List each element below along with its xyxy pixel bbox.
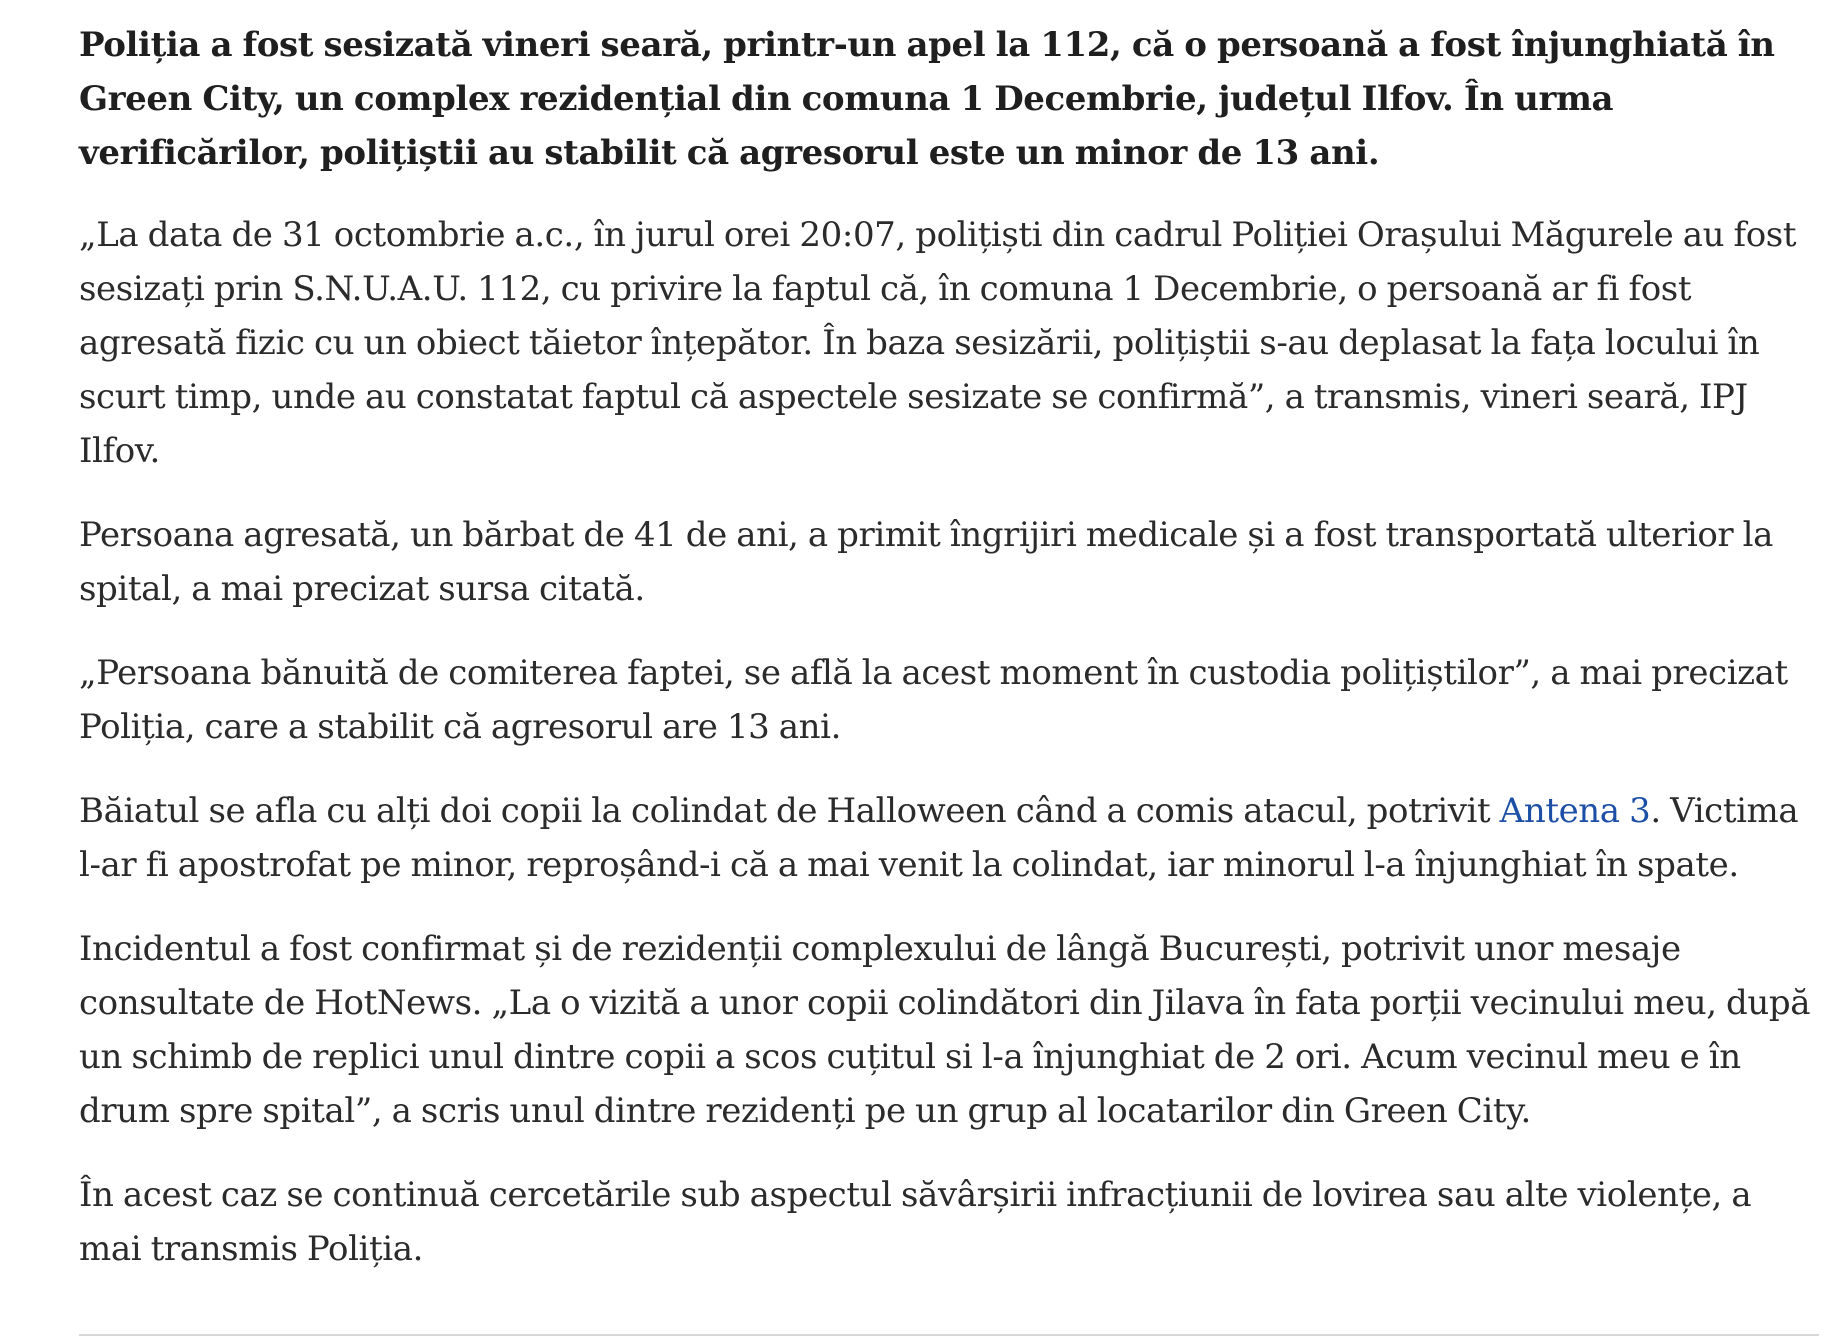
antena3-source-link[interactable]: Antena 3 (1499, 791, 1651, 831)
article-paragraph-custody: „Persoana bănuită de comiterea faptei, se află la acest moment în custodia polițiștilor”, a mai precizat Poliția, care a stabilit că agresorul are 13 ani. (79, 653, 1788, 747)
article-paragraph-investigation: În acest caz se continuă cercetările sub aspectul săvârșirii infracțiunii de lovirea sau alte violențe, a mai transmis Poliția. (79, 1175, 1752, 1269)
paragraph-text-after-link: . Victima l-ar fi apostrofat pe minor, reproșând-i că a mai venit la colindat, iar minorul l-a înjunghiat în spate. (79, 791, 1799, 885)
paragraph-text-before-link: Băiatul se afla cu alți doi copii la colindat de Halloween când a comis atacul, potrivit (79, 791, 1500, 831)
article-end-divider (79, 1334, 1819, 1336)
article-paragraph-halloween (79, 784, 1819, 892)
article-paragraph-residents: Incidentul a fost confirmat și de rezidenții complexului de lângă București, potrivit unor mesaje consultate de HotNews. „La o vizită a unor copii colindători din Jilava în fata porții vecinului meu, după un schimb de replici unul dintre copii a scos cuțitul si l-a înjunghiat de 2 ori. Acum vecinul meu e în drum spre spital”, a scris unul dintre rezidenți pe un grup al locatarilor din Green City. (79, 929, 1811, 1131)
article-lead-paragraph: Poliția a fost sesizată vineri seară, printr-un apel la 112, că o persoană a fost înjunghiată în Green City, un complex rezidențial din comuna 1 Decembrie, județul Ilfov. În urma verificărilor, polițiștii au stabilit că agresorul este un minor de 13 ani. (79, 25, 1775, 173)
article-paragraph-police-quote: „La data de 31 octombrie a.c., în jurul orei 20:07, polițiști din cadrul Poliției Orașului Măgurele au fost sesizați prin S.N.U.A.U. 112, cu privire la faptul că, în comuna 1 Decembrie, o persoană ar fi fost agresată fizic cu un obiect tăietor înțepător. În baza sesizării, polițiștii s-au deplasat la fața locului în scurt timp, unde au constatat faptul că aspectele sesizate se confirmă”, a transmis, vineri seară, IPJ Ilfov. (79, 215, 1797, 471)
article-paragraph-victim: Persoana agresată, un bărbat de 41 de ani, a primit îngrijiri medicale și a fost transportată ulterior la spital, a mai precizat sursa citată. (79, 515, 1773, 609)
article-body (79, 18, 1819, 1306)
